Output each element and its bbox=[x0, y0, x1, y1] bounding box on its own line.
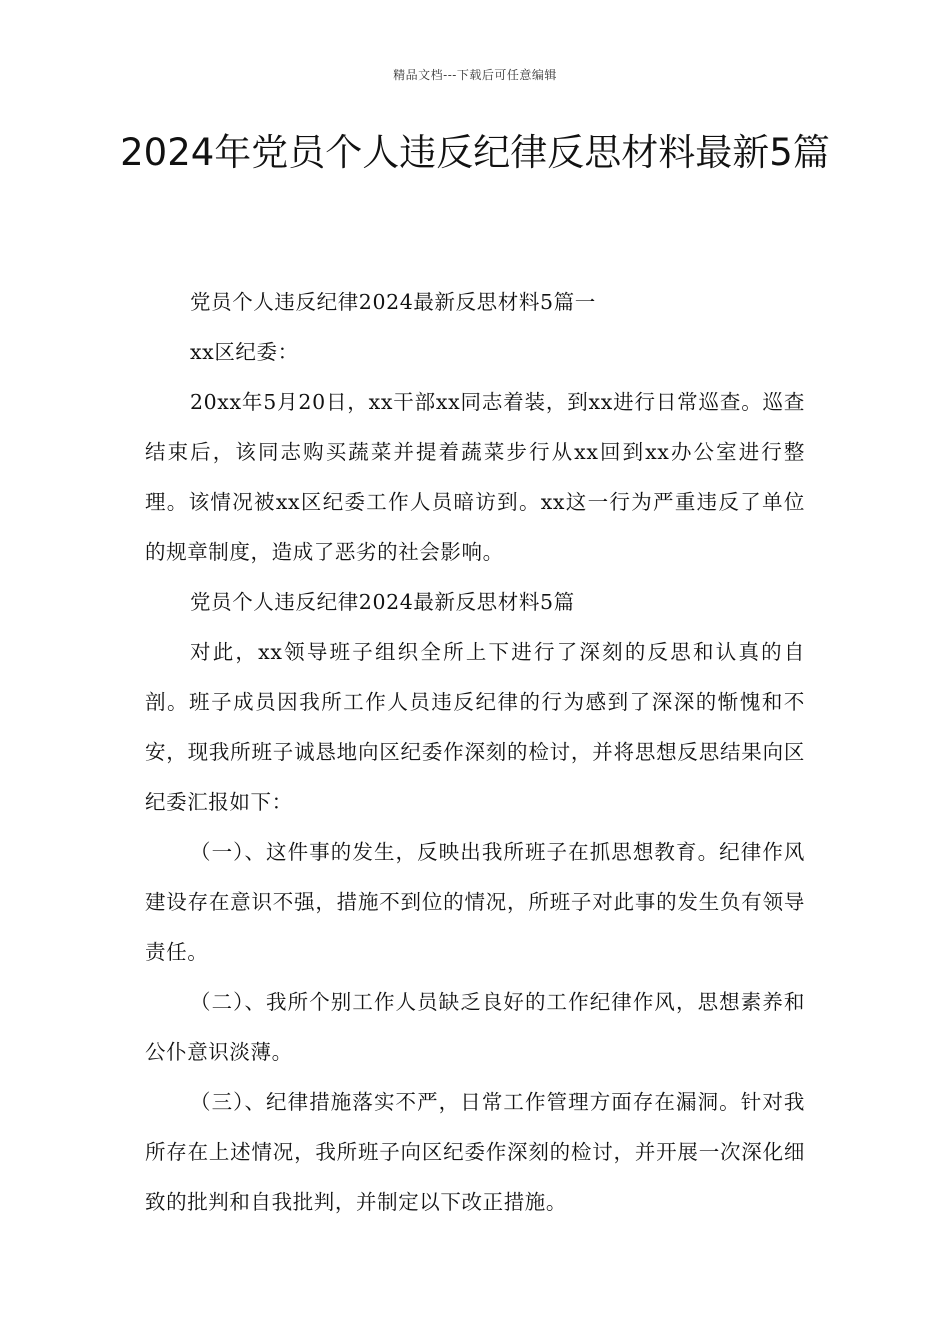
paragraph-point-3: （三）、纪律措施落实不严，日常工作管理方面存在漏洞。针对我所存在上述情况，我所班子向区纪委作深刻的检讨，并开展一次深化细致的批判和自我批判，并制定以下改正措施。 bbox=[145, 1090, 805, 1214]
paragraph-subtitle-2: 党员个人违反纪律2024最新反思材料5篇 bbox=[190, 590, 575, 614]
paragraph-reflection: 对此，xx领导班子组织全所上下进行了深刻的反思和认真的自剖。班子成员因我所工作人员违反纪律的行为感到了深深的惭愧和不安，现我所班子诚恳地向区纪委作深刻的检讨，并将思想反思结果向区纪委汇报如下： bbox=[145, 640, 805, 814]
paragraph-point-1: （一）、这件事的发生，反映出我所班子在抓思想教育。纪律作风建设存在意识不强，措施不到位的情况，所班子对此事的发生负有领导责任。 bbox=[145, 840, 805, 964]
paragraph-salutation: xx区纪委： bbox=[190, 340, 299, 364]
paragraph-incident: 20xx年5月20日，xx干部xx同志着装，到xx进行日常巡查。巡查结束后，该同志购买蔬菜并提着蔬菜步行从xx回到xx办公室进行整理。该情况被xx区纪委工作人员暗访到。xx这一行为严重违反了单位的规章制度，造成了恶劣的社会影响。 bbox=[145, 390, 805, 564]
paragraph-subtitle-1: 党员个人违反纪律2024最新反思材料5篇一 bbox=[190, 290, 596, 314]
document-body bbox=[145, 277, 805, 1227]
document-title: 2024年党员个人违反纪律反思材料最新5篇 bbox=[120, 131, 830, 174]
paragraph-point-2: （二）、我所个别工作人员缺乏良好的工作纪律作风，思想素养和公仆意识淡薄。 bbox=[145, 990, 805, 1064]
header-note: 精品文档---下载后可任意编辑 bbox=[393, 68, 557, 82]
